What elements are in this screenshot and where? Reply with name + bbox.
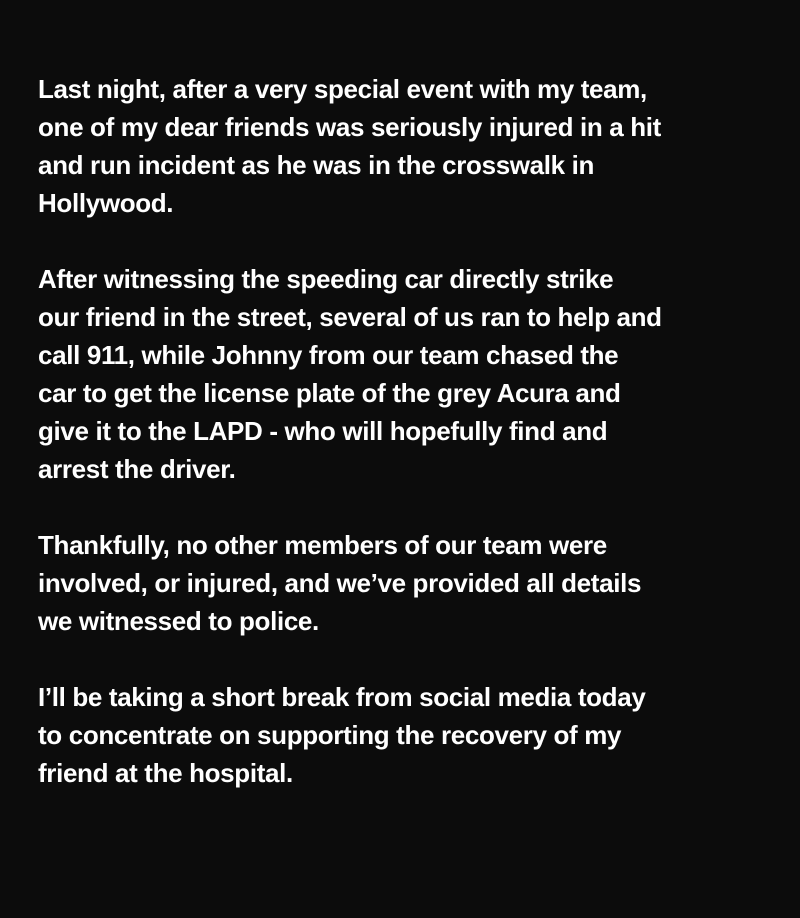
text-line: to concentrate on supporting the recovery of my: [38, 720, 622, 750]
story-paragraph-4: [38, 678, 778, 792]
text-line: call 911, while Johnny from our team chased the: [38, 340, 619, 370]
text-line: arrest the driver.: [38, 454, 236, 484]
text-line: and run incident as he was in the crosswalk in: [38, 150, 595, 180]
story-paragraph-3: [38, 526, 778, 640]
text-line: Last night, after a very special event with my team,: [38, 74, 647, 104]
text-line: our friend in the street, several of us ran to help and: [38, 302, 662, 332]
text-line: Thankfully, no other members of our team were: [38, 530, 607, 560]
story-paragraph-2: [38, 260, 778, 488]
text-line: involved, or injured, and we’ve provided all details: [38, 568, 642, 598]
text-line: car to get the license plate of the grey Acura and: [38, 378, 621, 408]
text-line: I’ll be taking a short break from social media today: [38, 682, 646, 712]
text-line: give it to the LAPD - who will hopefully find and: [38, 416, 608, 446]
story-paragraph-1: [38, 70, 778, 222]
text-line: one of my dear friends was seriously injured in a hit: [38, 112, 661, 142]
text-line: we witnessed to police.: [38, 606, 319, 636]
text-line: Hollywood.: [38, 188, 174, 218]
text-line: friend at the hospital.: [38, 758, 293, 788]
story-text: [38, 70, 778, 830]
text-line: After witnessing the speeding car directly strike: [38, 264, 614, 294]
